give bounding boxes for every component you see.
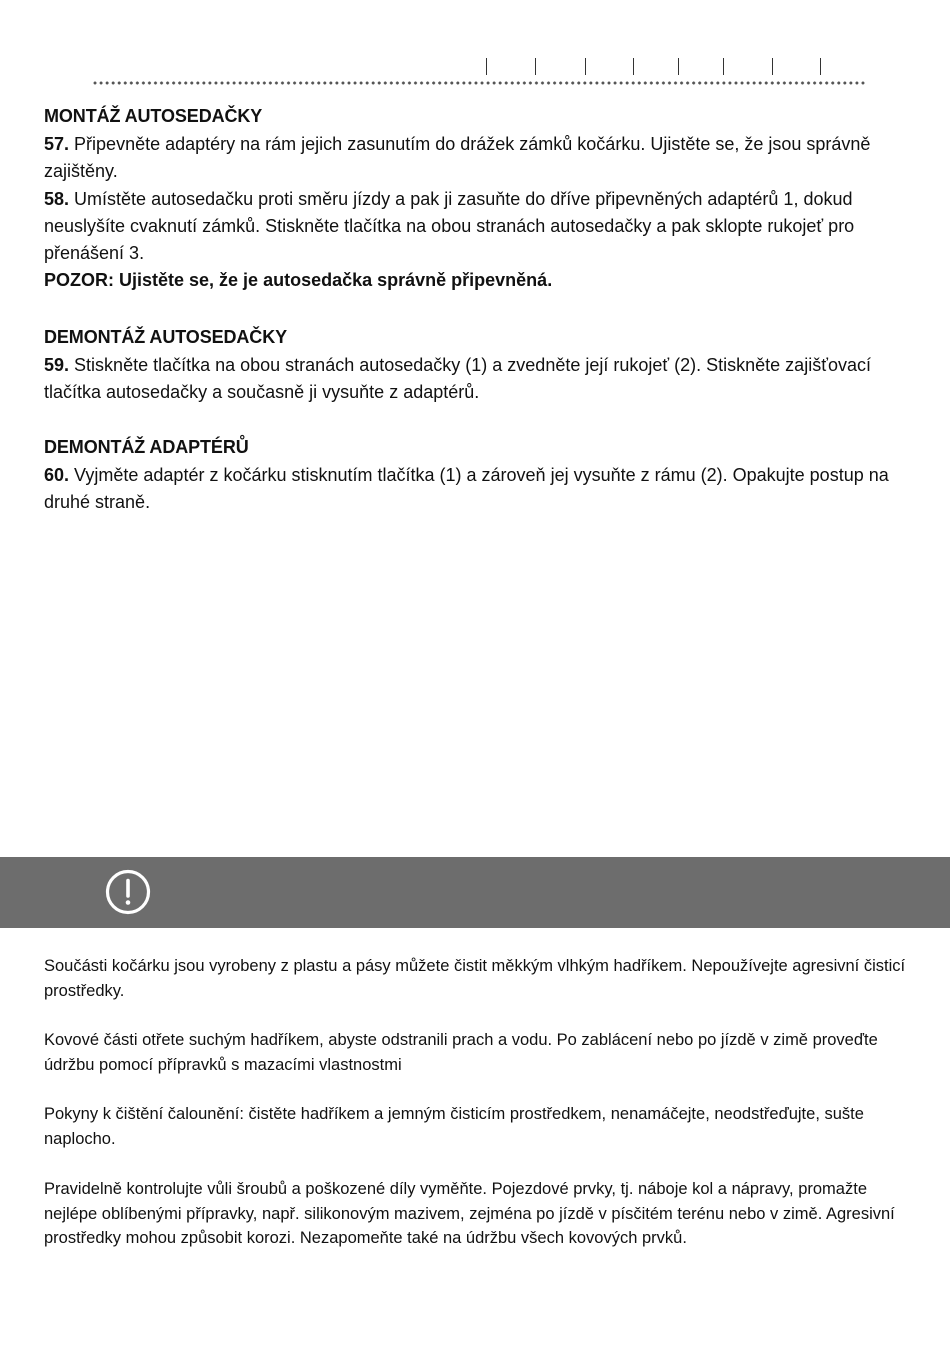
step-number: 60. <box>44 465 70 485</box>
step-text: Stiskněte tlačítka na obou stranách autosedačky (1) a zvedněte její rukojeť (2). Stiskněte zajišťovací tlačítka autosedačky a současně ji vysuňte z adaptérů. <box>44 355 871 403</box>
header-tick <box>678 58 679 75</box>
warning-text: POZOR: Ujistěte se, že je autosedačka správně připevněná. <box>44 270 553 291</box>
care-paragraph: Součásti kočárku jsou vyrobeny z plastu a pásy můžete čistit měkkým vlhkým hadříkem. Nepoužívejte agresivní čisticí prostředky. <box>44 957 906 1000</box>
header-tick <box>820 58 821 75</box>
header-tick <box>772 58 773 75</box>
step-57 <box>44 131 914 186</box>
step-number: 57. <box>44 134 70 154</box>
section-title: MONTÁŽ AUTOSEDAČKY <box>44 106 263 126</box>
header-tick <box>585 58 586 75</box>
step-58 <box>44 186 914 268</box>
step-59 <box>44 352 914 407</box>
header-tick <box>723 58 724 75</box>
header-tick <box>535 58 536 75</box>
care-paragraph: Pravidelně kontrolujte vůli šroubů a poškozené díly vyměňte. Pojezdové prvky, tj. náboje kol a nápravy, promažte nejlépe oblíbenými přípravky, např. silikonovým mazivem, zejména po jízdě v písčitém terénu nebo v zimě. Agresivní prostředky mohou způsobit korozi. Nezapomeňte také na údržbu všech kovových prvků. <box>44 1180 895 1247</box>
step-number: 59. <box>44 355 70 375</box>
step-text: Připevněte adaptéry na rám jejich zasunutím do drážek zámků kočárku. Ujistěte se, že jsou správně zajištěny. <box>44 134 871 182</box>
step-text: Vyjměte adaptér z kočárku stisknutím tlačítka (1) a zároveň jej vysuňte z rámu (2). Opakujte postup na druhé straně. <box>44 465 889 513</box>
step-60 <box>44 462 914 517</box>
section-title: DEMONTÁŽ AUTOSEDAČKY <box>44 327 288 347</box>
dotted-divider <box>92 80 865 86</box>
section-title: DEMONTÁŽ ADAPTÉRŮ <box>44 437 249 457</box>
header-tick <box>486 58 487 75</box>
care-paragraph: Pokyny k čištění čalounění: čistěte hadříkem a jemným čisticím prostředkem, nenamáčejte, neodstřeďujte, sušte naplocho. <box>44 1105 864 1148</box>
section-mount-car-seat <box>44 103 914 295</box>
step-text: Umístěte autosedačku proti směru jízdy a pak ji zasuňte do dříve připevněných adaptérů 1, dokud neuslyšíte cvaknutí zámků. Stiskněte tlačítka na obou stranách autosedačky a pak sklopte rukojeť pro přenášení 3. <box>44 188 855 264</box>
header-tick <box>633 58 634 75</box>
care-paragraph: Kovové části otřete suchým hadříkem, abyste odstranili prach a vodu. Po zablácení nebo po jízdě v zimě proveďte údržbu pomocí přípravků s mazacími vlastnostmi <box>44 1031 878 1074</box>
section-dismount-adapters <box>44 434 914 517</box>
exclamation-circle-icon <box>105 869 151 915</box>
section-dismount-car-seat <box>44 324 914 407</box>
step-number: 58. <box>44 188 70 209</box>
